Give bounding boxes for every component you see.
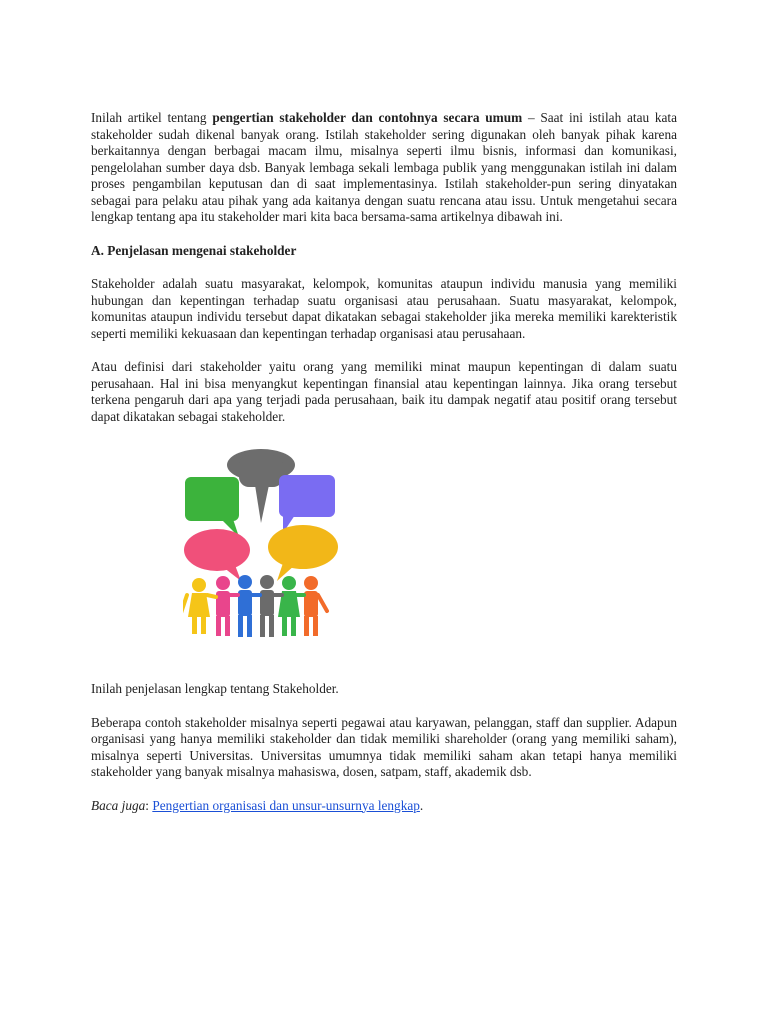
intro-paragraph: Inilah artikel tentang pengertian stakeholder dan contohnya secara umum – Saat ini istilah atau kata stakeholder sudah dikenal banyak orang. Istilah stakeholder sering digunakan oleh banyak pihak karena berkaitannya dengan berbagai macam ilmu, misalnya seperti ilmu bisnis, informasi dan komunikasi, pengelolahan sumber daya dsb. Banyak lembaga sekali lembaga publik yang menggunakan istilah ini dalam proses pengambilan keputusan dan di saat implementasinya. Istilah stakeholder-pun sering dinyatakan sebagai para pelaku atau pihak yang ada kaitanya dengan suatu rencana atau issu. Untuk mengetahui secara lengkap tentang apa itu stakeholder mari kita baca bersama-sama artikelnya dibawah ini. <box>91 110 677 224</box>
related-article-link[interactable]: Pengertian organisasi dan unsur-unsurnya lengkap <box>152 797 420 813</box>
examples-paragraph: Beberapa contoh stakeholder misalnya seperti pegawai atau karyawan, pelanggan, staff dan supplier. Adapun organisasi yang hanya memiliki stakeholder dan tidak memiliki shareholder (orang yang memiliki saham), misalnya seperti Universitas. Universitas umumnya tidak memiliki saham akan tetapi hanya memiliki stakeholder yang banyak misalnya mahasiswa, dosen, satpam, staff, akademik dsb. <box>91 714 677 779</box>
person-green-icon <box>278 576 300 636</box>
person-yellow-icon <box>188 578 210 634</box>
after-image-paragraph: Inilah penjelasan lengkap tentang Stakeholder. <box>91 681 339 696</box>
intro-bold-term: pengertian stakeholder dan contohnya secara umum <box>212 110 523 125</box>
people-row <box>183 575 327 637</box>
section-heading: A. Penjelasan mengenai stakeholder <box>91 242 297 258</box>
person-orange-icon <box>304 576 318 636</box>
speech-bubbles-people-illustration <box>183 445 343 645</box>
person-pink-icon <box>216 576 230 636</box>
stakeholder-illustration <box>183 445 343 645</box>
definition-paragraph: Stakeholder adalah suatu masyarakat, kelompok, komunitas ataupun individu manusia yang memiliki hubungan dan kepentingan terhadap suatu organisasi atau perusahaan. Suatu masyarakat, kelompok, komunitas ataupun individu tersebut dapat dikatakan sebagai stakeholder jika mereka memiliki karekteristik seperti memiliki kekuasaan dan kepentingan terhadap organisasi atau perusahaan. <box>91 276 677 341</box>
green-speech-bubble <box>185 477 239 537</box>
alt-definition-paragraph: Atau definisi dari stakeholder yaitu orang yang memiliki minat maupun kepentingan di dalam suatu perusahaan. Hal ini bisa menyangkut kepentingan finansial atau kepentingan lainnya. Jika orang tersebut terkena pengaruh dari apa yang terjadi pada perusahaan, baik itu dampak negatif atau positif orang tersebut dapat dikatakan sebagai stakeholder. <box>91 359 677 424</box>
person-gray-icon <box>260 575 274 637</box>
baca-juga-line: Baca juga: Pengertian organisasi dan unsur-unsurnya lengkap. <box>91 797 424 813</box>
purple-speech-bubble <box>279 475 335 533</box>
pink-speech-bubble <box>184 529 250 581</box>
baca-juga-label: Baca juga <box>91 797 146 813</box>
article-body <box>91 110 677 814</box>
person-blue-icon <box>238 575 252 637</box>
yellow-speech-bubble <box>268 525 338 581</box>
